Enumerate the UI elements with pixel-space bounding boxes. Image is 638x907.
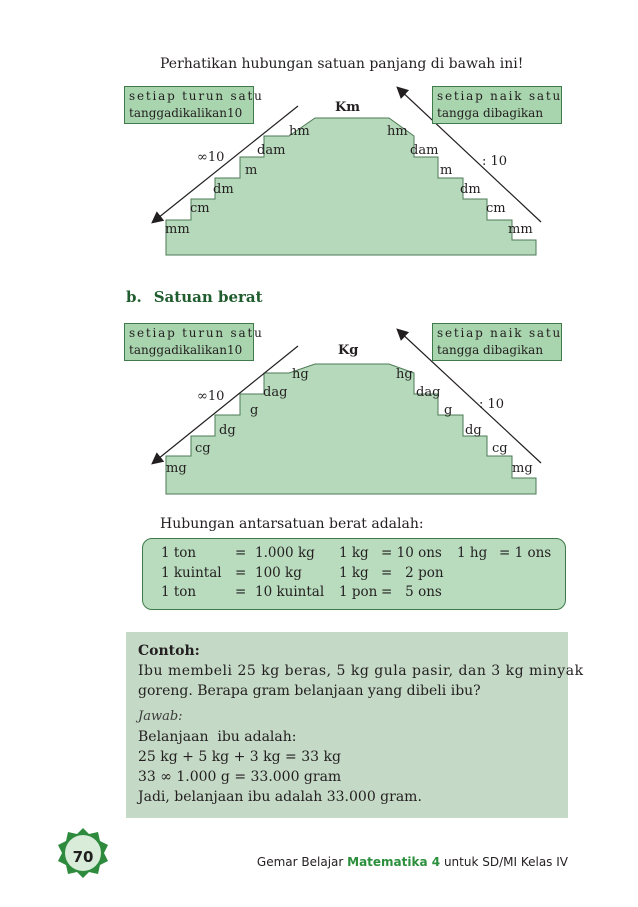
intro-text: Perhatikan hubungan satuan panjang di bawah ini! — [160, 56, 524, 72]
example-question-line: Ibu membeli 25 kg beras, 5 kg gula pasir, dan 3 kg minyak — [138, 663, 584, 679]
rel-eq: = — [235, 565, 247, 581]
answer-line: 33 ∞ 1.000 g = 33.000 gram — [138, 769, 342, 785]
op-kali-panjang: ∞10 — [197, 150, 225, 165]
rel-rhs: 1.000 kg — [255, 545, 315, 561]
unit-right: mg — [512, 461, 533, 476]
unit-left: dm — [213, 182, 234, 197]
note-turun-berat: setiap turun satu tanggadikalikan10 — [124, 323, 254, 361]
op-bagi-berat: : 10 — [479, 397, 505, 412]
relations-intro: Hubungan antarsatuan berat adalah: — [160, 516, 424, 532]
unit-left: cm — [190, 201, 210, 216]
note-naik-panjang: setiap naik satu tangga dibagikan — [432, 86, 562, 124]
unit-left: mm — [165, 222, 190, 237]
relations-box — [142, 538, 566, 610]
unit-left: cg — [195, 441, 211, 456]
rel-rhs: 100 kg — [255, 565, 302, 581]
unit-right: dam — [410, 143, 439, 158]
unit-left: m — [245, 163, 258, 178]
rel-eq: = — [235, 584, 247, 600]
rel-rhs: = 5 ons — [381, 584, 442, 600]
rel-rhs: = 2 pon — [381, 565, 444, 581]
unit-right: mm — [508, 222, 533, 237]
unit-right: hg — [396, 367, 413, 382]
unit-right: m — [440, 163, 453, 178]
op-bagi-panjang: : 10 — [482, 154, 508, 169]
unit-right: dag — [416, 385, 441, 400]
unit-left: dam — [257, 143, 286, 158]
example-title: Contoh: — [138, 643, 200, 659]
note-naik-berat: setiap naik satu tangga dibagikan — [432, 323, 562, 361]
example-box — [126, 632, 584, 818]
rel-lhs: 1 ton — [161, 584, 197, 600]
op-kali-berat: ∞10 — [197, 389, 225, 404]
footer-text: Gemar Belajar Matematika 4 untuk SD/MI Kelas IV — [256, 855, 568, 869]
unit-top-panjang: Km — [335, 100, 361, 115]
unit-top-berat: Kg — [338, 343, 359, 358]
rel-eq: = — [235, 545, 247, 561]
rel-lhs: 1 kg — [339, 565, 369, 581]
example-question-line: goreng. Berapa gram belanjaan yang dibeli ibu? — [138, 683, 481, 699]
rel-lhs: 1 kg — [339, 545, 369, 561]
rel-lhs: 1 hg — [457, 545, 488, 561]
rel-lhs: 1 pon — [339, 584, 378, 600]
unit-left: hg — [292, 367, 309, 382]
unit-left: dag — [263, 385, 288, 400]
note-turun-panjang: setiap turun satu tanggadikalikan10 — [124, 86, 254, 124]
unit-left: hm — [289, 124, 310, 139]
page-number: 70 — [72, 848, 94, 866]
unit-right: cg — [492, 441, 508, 456]
answer-label: Jawab: — [138, 709, 183, 724]
unit-left: dg — [219, 423, 236, 438]
unit-right: dm — [460, 182, 481, 197]
answer-line: 25 kg + 5 kg + 3 kg = 33 kg — [138, 749, 341, 765]
rel-rhs: 10 kuintal — [255, 584, 325, 600]
unit-right: dg — [465, 423, 482, 438]
rel-rhs: = 1 ons — [499, 545, 552, 561]
rel-rhs: = 10 ons — [381, 545, 442, 561]
rel-lhs: 1 kuintal — [161, 565, 222, 581]
unit-left: mg — [166, 461, 187, 476]
unit-left: g — [250, 403, 259, 418]
section-heading: b. Satuan berat — [126, 288, 263, 306]
answer-line: Jadi, belanjaan ibu adalah 33.000 gram. — [138, 789, 422, 805]
unit-right: hm — [387, 124, 408, 139]
unit-right: cm — [486, 201, 506, 216]
unit-right: g — [444, 403, 453, 418]
rel-lhs: 1 ton — [161, 545, 197, 561]
answer-line: Belanjaan ibu adalah: — [138, 729, 297, 745]
